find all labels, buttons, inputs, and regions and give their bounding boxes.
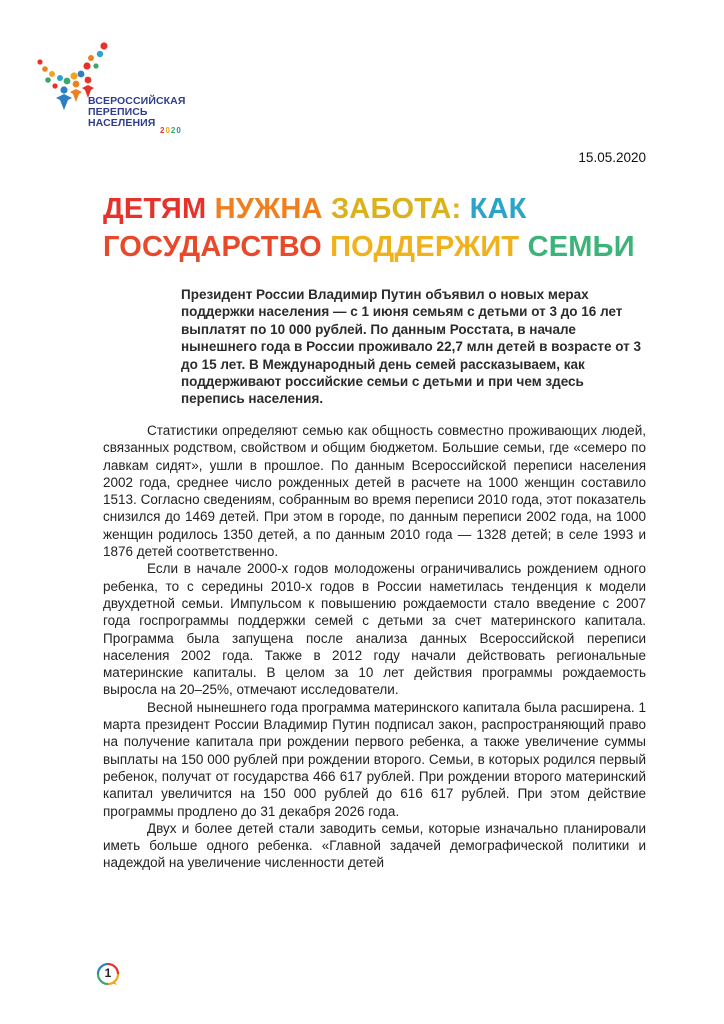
body-paragraph: Двух и более детей стали заводить семьи, которые изначально планировали иметь больше одного ребенка. «Главной задачей демографической политики и надеждой на увеличение численности детей (103, 820, 646, 871)
body-paragraph: Статистики определяют семью как общность совместно проживающих людей, связанных родством, свойством и общим бюджетом. Большие семьи, где «семеро по лавкам сидят», ушли в прошлое. По данным Всероссийской переписи населения 2002 года, среднее число рожденных детей в расчете на 1000 женщин составило 1513. Согласно сведениям, собранным во время переписи 2010 года, этот показатель снизился до 1469 детей. При этом в городе, по данным переписи 2002 года, на 1000 женщин родилось 1350 детей, а по данным 2010 года — 1328 детей; в селе 1993 и 1876 детей соответственно. (103, 423, 646, 560)
logo-line-1: ВСЕРОССИЙСКАЯ (88, 95, 186, 107)
lead-paragraph: Президент России Владимир Путин объявил о новых мерах поддержки населения — с 1 июня семьям с детьми от 3 до 16 лет выплатят по 10 000 рублей. По данным Росстата, в начале нынешнего года в России проживало 22,7 млн детей в возрасте от 3 до 15 лет. В Международный день семей рассказываем, как поддерживают российские семьи с детьми и при чем здесь перепись населения. (181, 287, 641, 407)
document-date: 15.05.2020 (578, 150, 646, 165)
title-word: КАК (469, 193, 527, 225)
title-word: ГОСУДАРСТВО (103, 231, 331, 263)
title-word: ЗАБОТА: (330, 193, 470, 225)
title-word: НУЖНА (214, 193, 331, 225)
page-number: 1 (104, 966, 112, 980)
logo-wordmark (88, 96, 185, 129)
logo-line-3: НАСЕЛЕНИЯ (88, 117, 156, 129)
title-word: ДЕТЯМ (103, 193, 215, 225)
logo-line-2: ПЕРЕПИСЬ (88, 106, 148, 118)
logo-year-digit: 2 (160, 126, 166, 135)
page-title (103, 190, 663, 266)
body-paragraph: Весной нынешнего года программа материнского капитала была расширена. 1 марта президент России Владимир Путин подписал закон, распространяющий право на получение капитала при рождении первого ребенка, а также увеличение суммы выплаты на 150 000 рублей при рождении второго. Семьи, в которых родился первый ребенок, получат от государства 466 617 рублей. При рождении второго материнский капитал увеличится на 150 000 рублей до 616 617 рублей. При этом действие программы продлено до 31 декабря 2026 года. (103, 699, 646, 819)
title-word: ПОДДЕРЖИТ (330, 231, 528, 263)
logo-year-digit: 2 (170, 126, 177, 135)
body-paragraph: Если в начале 2000-х годов молодожены ограничивались рождением одного ребенка, то с середины 2010-х годов в России наметилась тенденция к модели двухдетной семьи. Импульсом к повышению рождаемости стало введение с 2007 года госпрограммы поддержки семей с детьми за счет материнского капитала. Программа была запущена после анализа данных Всероссийской переписи населения 2002 года. Также в 2012 году начали действовать региональные материнские капиталы. В целом за 10 лет действия программы рождаемость выросла на 20–25%, отмечают исследователи. (103, 561, 646, 698)
logo-year (160, 126, 182, 135)
logo-year-digit: 0 (165, 126, 171, 135)
title-word: СЕМЬИ (527, 231, 635, 263)
logo-year-digit: 0 (176, 126, 182, 135)
article-body (103, 422, 646, 872)
